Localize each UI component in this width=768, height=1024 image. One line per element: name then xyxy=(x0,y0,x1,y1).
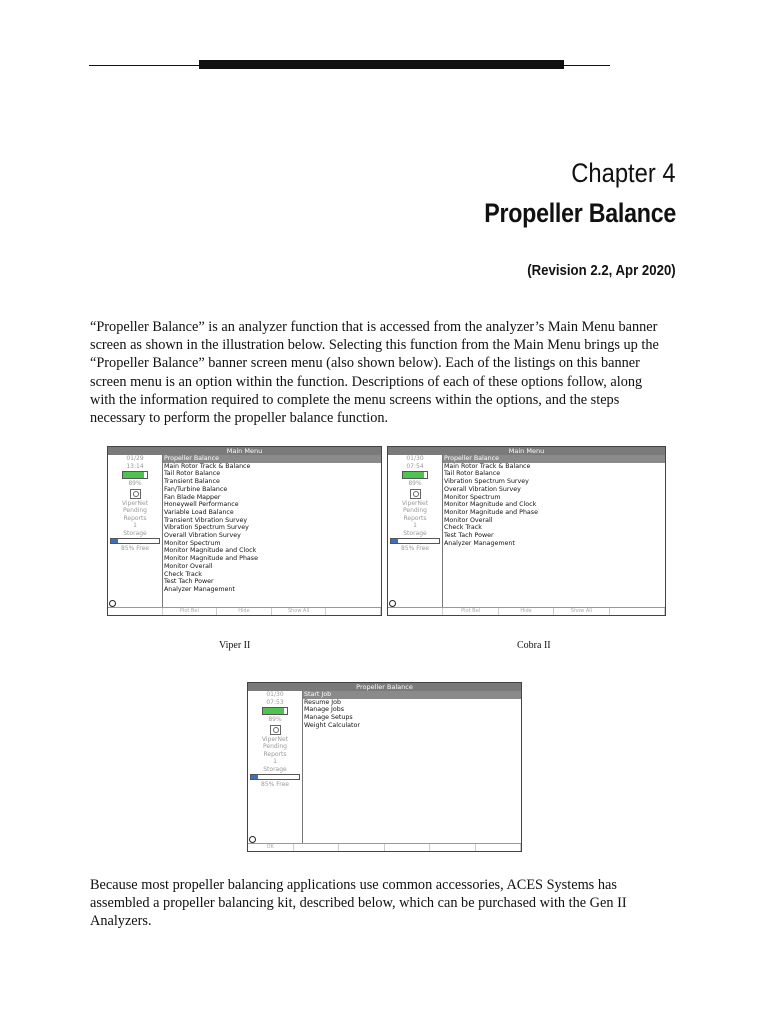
menu-item[interactable]: Monitor Spectrum xyxy=(444,493,501,501)
kit-paragraph: Because most propeller balancing applications use common accessories, ACES Systems has assembled a propeller balancing kit, described below, which can be purchased with the Gen II Analyzers. xyxy=(90,877,627,930)
storage-free: 85% Free xyxy=(121,545,149,552)
menu-item[interactable]: Overall Vibration Survey xyxy=(164,532,241,540)
screen-title: Main Menu xyxy=(388,447,665,455)
screen-title: Main Menu xyxy=(108,447,381,455)
menu-item[interactable]: Analyzer Management xyxy=(444,539,515,547)
menu-item[interactable]: Main Rotor Track & Balance xyxy=(444,462,531,470)
storage-free: 85% Free xyxy=(261,781,289,788)
chapter-title: Propeller Balance xyxy=(484,198,676,228)
menu-item[interactable]: Resume Job xyxy=(304,698,341,706)
softkey[interactable]: Show All xyxy=(554,608,609,615)
softkey[interactable]: Hide xyxy=(499,608,554,615)
status-panel xyxy=(108,455,163,608)
net-label: ViperNet xyxy=(401,499,429,507)
softkey[interactable] xyxy=(108,608,163,615)
menu-item[interactable]: Main Rotor Track & Balance xyxy=(164,462,251,470)
pending-label: Pending xyxy=(263,743,287,750)
menu-item[interactable]: Fan Blade Mapper xyxy=(164,493,221,501)
storage-used xyxy=(251,775,258,779)
menu-item[interactable]: Manage Jobs xyxy=(304,706,345,714)
time-label: 07:54 xyxy=(406,462,424,470)
storage-bar xyxy=(390,538,440,544)
storage-label: Storage xyxy=(123,529,147,537)
header-rule-thick xyxy=(199,60,564,69)
storage-bar xyxy=(250,774,300,780)
storage-used xyxy=(111,539,118,543)
softkey-bar xyxy=(388,607,665,615)
storage-used xyxy=(391,539,398,543)
storage-bar xyxy=(110,538,160,544)
menu-item[interactable]: Fan/Turbine Balance xyxy=(164,485,228,493)
menu-item[interactable]: Tail Rotor Balance xyxy=(164,470,221,478)
gps-icon xyxy=(249,836,256,843)
menu-item[interactable]: Transient Vibration Survey xyxy=(164,516,248,524)
reports-count: 1 xyxy=(133,522,137,529)
menu-item[interactable]: Monitor Magnitude and Phase xyxy=(164,555,258,563)
battery-icon xyxy=(402,471,428,479)
menu-item[interactable]: Manage Setups xyxy=(304,714,353,722)
time-label: 13:14 xyxy=(126,462,144,470)
softkey-bar xyxy=(108,607,381,615)
menu-item[interactable]: Tail Rotor Balance xyxy=(444,470,501,478)
softkey[interactable] xyxy=(430,844,476,851)
softkey[interactable] xyxy=(294,844,340,851)
menu-list xyxy=(303,691,521,844)
menu-item[interactable]: Propeller Balance xyxy=(443,455,665,463)
cobra-caption: Cobra II xyxy=(517,640,551,651)
chapter-number: Chapter 4 xyxy=(571,158,676,188)
softkey[interactable]: Show All xyxy=(272,608,327,615)
net-label: ViperNet xyxy=(121,499,149,507)
menu-item[interactable]: Monitor Magnitude and Phase xyxy=(444,508,538,516)
menu-item[interactable]: Weight Calculator xyxy=(304,721,360,729)
reports-count: 1 xyxy=(413,522,417,529)
menu-item[interactable]: Variable Load Balance xyxy=(164,508,234,516)
battery-percent: 89% xyxy=(268,716,282,723)
menu-list xyxy=(163,455,381,608)
menu-item[interactable]: Monitor Overall xyxy=(164,562,213,570)
menu-item[interactable]: Monitor Spectrum xyxy=(164,539,221,547)
menu-item[interactable]: Honeywell Performance xyxy=(164,501,239,509)
date-label: 01/29 xyxy=(126,455,144,462)
net-label: ViperNet xyxy=(261,735,289,743)
screen-title: Propeller Balance xyxy=(248,683,521,691)
camera-icon xyxy=(410,489,421,499)
battery-level xyxy=(403,472,424,478)
menu-item[interactable]: Overall Vibration Survey xyxy=(444,485,521,493)
cobra-main-menu-screen xyxy=(387,446,666,616)
softkey[interactable] xyxy=(610,608,665,615)
softkey[interactable] xyxy=(339,844,385,851)
battery-icon xyxy=(262,707,288,715)
menu-item[interactable]: Start Job xyxy=(303,691,521,699)
storage-label: Storage xyxy=(263,765,287,773)
intro-paragraph: “Propeller Balance” is an analyzer function that is accessed from the analyzer’s Main Menu banner screen as shown in the illustration below. Selecting this function from the Main Menu brings up the “Propeller Balance” banner screen menu (also shown below). Each of the listings on this banner screen menu is an option within the function. Descriptions of each of these options follow, along with the information required to complete the menu screens within the options, and the steps necessary to perform the propeller balance function. xyxy=(90,319,659,427)
time-label: 07:53 xyxy=(266,698,284,706)
softkey[interactable] xyxy=(476,844,522,851)
menu-item[interactable]: Vibration Spectrum Survey xyxy=(164,524,249,532)
propeller-balance-menu-screen xyxy=(247,682,522,852)
reports-label: Reports xyxy=(403,514,427,522)
revision-note: (Revision 2.2, Apr 2020) xyxy=(527,262,676,279)
menu-item[interactable]: Monitor Magnitude and Clock xyxy=(164,547,257,555)
reports-count: 1 xyxy=(273,758,277,765)
menu-item[interactable]: Monitor Magnitude and Clock xyxy=(444,501,537,509)
softkey[interactable]: Plot Bel xyxy=(163,608,218,615)
battery-percent: 89% xyxy=(408,480,422,487)
gps-icon xyxy=(389,600,396,607)
status-panel xyxy=(388,455,443,608)
menu-item[interactable]: Propeller Balance xyxy=(163,455,381,463)
reports-label: Reports xyxy=(123,514,147,522)
softkey[interactable]: Hide xyxy=(217,608,272,615)
date-label: 01/30 xyxy=(406,455,424,462)
menu-item[interactable]: Vibration Spectrum Survey xyxy=(444,478,529,486)
battery-percent: 89% xyxy=(128,480,142,487)
camera-icon xyxy=(270,725,281,735)
battery-level xyxy=(263,708,284,714)
viper-caption: Viper II xyxy=(219,640,251,651)
softkey[interactable] xyxy=(326,608,381,615)
viper-main-menu-screen xyxy=(107,446,382,616)
camera-icon xyxy=(130,489,141,499)
storage-free: 85% Free xyxy=(401,545,429,552)
pending-label: Pending xyxy=(123,507,147,514)
softkey-bar xyxy=(248,843,521,851)
menu-item[interactable]: Test Tach Power xyxy=(164,578,214,586)
storage-label: Storage xyxy=(403,529,427,537)
menu-item[interactable]: Transient Balance xyxy=(164,478,220,486)
menu-item[interactable]: Check Track xyxy=(164,570,202,578)
battery-level xyxy=(123,472,144,478)
menu-item[interactable]: Check Track xyxy=(444,524,482,532)
softkey[interactable]: OK xyxy=(248,844,294,851)
softkey[interactable]: Plot Bel xyxy=(443,608,498,615)
softkey[interactable] xyxy=(388,608,443,615)
gps-icon xyxy=(109,600,116,607)
pending-label: Pending xyxy=(403,507,427,514)
menu-item[interactable]: Analyzer Management xyxy=(164,585,235,593)
battery-icon xyxy=(122,471,148,479)
menu-list xyxy=(443,455,665,608)
menu-item[interactable]: Monitor Overall xyxy=(444,516,493,524)
menu-item[interactable]: Test Tach Power xyxy=(444,532,494,540)
date-label: 01/30 xyxy=(266,691,284,698)
softkey[interactable] xyxy=(385,844,431,851)
status-panel xyxy=(248,691,303,844)
reports-label: Reports xyxy=(263,750,287,758)
